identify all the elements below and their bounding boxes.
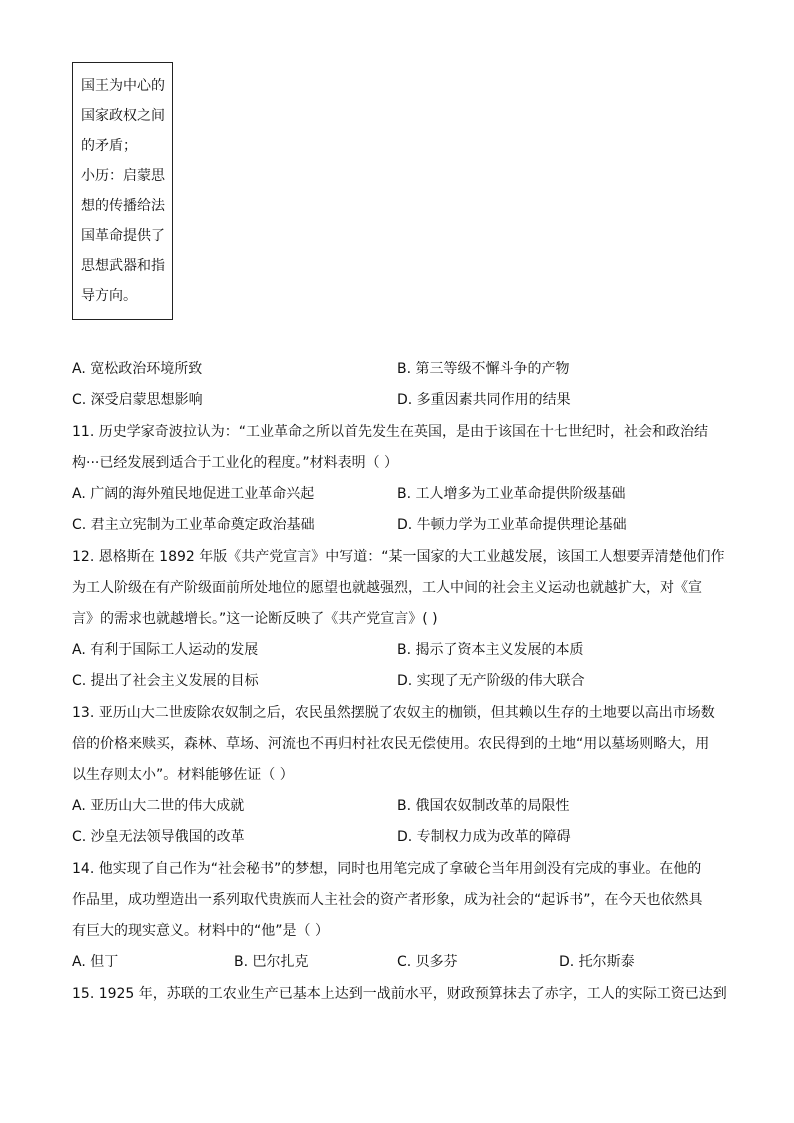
question-13-stem: 以生存则太小”。材料能够佐证（ ） [72, 767, 294, 783]
option-a: A. 宽松政治环境所致 [72, 361, 203, 377]
option-c: C. 提出了社会主义发展的目标 [72, 673, 259, 689]
option-c: C. 贝多芬 [397, 954, 458, 970]
question-12-stem: 为工人阶级在有产阶级面前所处地位的愿望也就越强烈，工人中间的社会主义运动也就越扩大，对《宣 [72, 580, 702, 596]
option-a: A. 但丁 [72, 954, 119, 970]
material-table-cell [72, 62, 173, 320]
question-14-stem: 14. 他实现了自己作为“社会秘书”的梦想，同时也用笔完成了拿破仑当年用剑没有完成的事业。在他的 [72, 861, 702, 877]
option-d: D. 托尔斯泰 [559, 954, 635, 970]
table-text-line: 国革命提供了 [81, 228, 165, 244]
option-a: A. 广阔的海外殖民地促进工业革命兴起 [72, 486, 315, 502]
question-12-stem: 言》的需求也就越增长。”这一论断反映了《共产党宣言》( ) [72, 611, 438, 627]
option-b: B. 第三等级不懈斗争的产物 [397, 361, 570, 377]
option-b: B. 俄国农奴制改革的局限性 [397, 798, 570, 814]
option-d: D. 实现了无产阶级的伟大联合 [397, 673, 585, 689]
option-b: B. 巴尔扎克 [234, 954, 309, 970]
table-text-line: 思想武器和指 [81, 258, 165, 274]
question-11-stem: 构···已经发展到适合于工业化的程度。”材料表明（ ） [72, 455, 399, 471]
question-12-stem: 12. 恩格斯在 1892 年版《共产党宣言》中写道：“某一国家的大工业越发展，该国工人想要弄清楚他们作 [72, 549, 725, 565]
option-d: D. 多重因素共同作用的结果 [397, 392, 571, 408]
table-text-line: 导方向。 [81, 288, 137, 304]
question-13-stem: 倍的价格来赎买，森林、草场、河流也不再归村社农民无偿使用。农民得到的土地“用以墓场则略大，用 [72, 736, 710, 752]
option-b: B. 揭示了资本主义发展的本质 [397, 642, 584, 658]
table-text-line: 小历：启蒙思 [81, 168, 165, 184]
option-c: C. 沙皇无法领导俄国的改革 [72, 829, 245, 845]
question-13-stem: 13. 亚历山大二世废除农奴制之后，农民虽然摆脱了农奴主的枷锁，但其赖以生存的土地要以高出市场数 [72, 705, 715, 721]
option-c: C. 深受启蒙思想影响 [72, 392, 203, 408]
question-11-stem: 11. 历史学家奇波拉认为：“工业革命之所以首先发生在英国，是由于该国在十七世纪时，社会和政治结 [72, 424, 708, 440]
question-15-stem: 15. 1925 年，苏联的工农业生产已基本上达到一战前水平，财政预算抹去了赤字，工人的实际工资已达到 [72, 986, 727, 1002]
question-14-stem: 有巨大的现实意义。材料中的“他”是（ ） [72, 923, 329, 939]
option-d: D. 牛顿力学为工业革命提供理论基础 [397, 517, 627, 533]
question-14-stem: 作品里，成功塑造出一系列取代贵族而人主社会的资产者形象，成为社会的“起诉书”，在今天也依然具 [72, 892, 703, 908]
table-text-line: 国家政权之间 [81, 108, 165, 124]
option-a: A. 亚历山大二世的伟大成就 [72, 798, 245, 814]
table-text-line: 的矛盾； [81, 138, 137, 154]
option-d: D. 专制权力成为改革的障碍 [397, 829, 571, 845]
option-b: B. 工人增多为工业革命提供阶级基础 [397, 486, 626, 502]
option-c: C. 君主立宪制为工业革命奠定政治基础 [72, 517, 315, 533]
option-a: A. 有利于国际工人运动的发展 [72, 642, 259, 658]
table-text-line: 国王为中心的 [81, 78, 165, 94]
table-text-line: 想的传播给法 [81, 198, 165, 214]
